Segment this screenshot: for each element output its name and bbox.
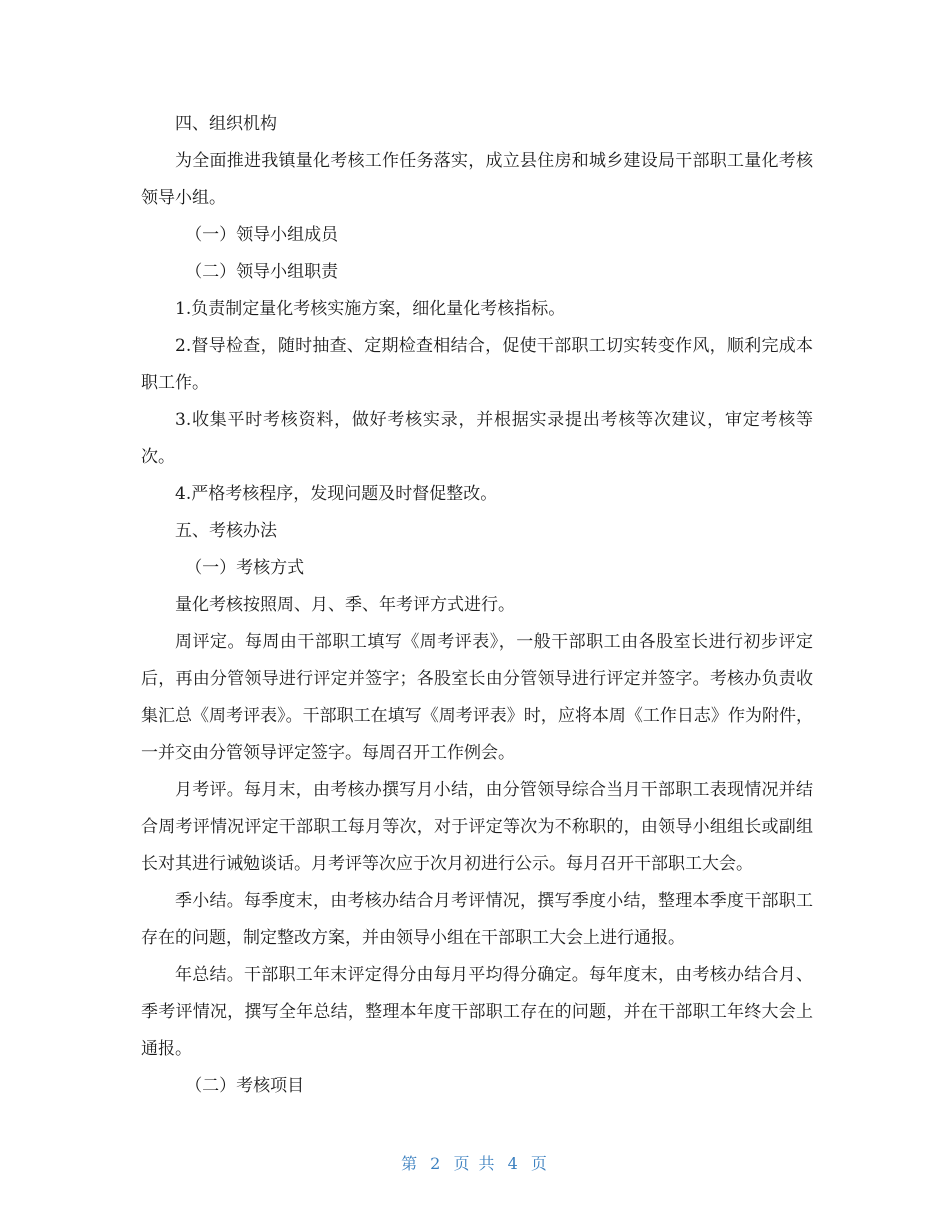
page-footer (0, 1151, 950, 1174)
document-body (141, 106, 813, 1105)
footer-total-pages: 4 (507, 1154, 520, 1173)
section-heading-methods: 五、考核办法 (175, 521, 277, 541)
subheading-assessment-mode: （一）考核方式 (185, 558, 305, 578)
list-item-duty-3: 3.收集平时考核资料，做好考核实录，并根据实录提出考核等次建议，审定考核等次。 (141, 410, 813, 467)
paragraph-quarterly: 季小结。每季度末，由考核办结合月考评情况，撰写季度小结，整理本季度干部职工存在的问题，制定整改方案，并由领导小组在干部职工大会上进行通报。 (141, 891, 813, 948)
list-item-duty-2: 2.督导检查，随时抽查、定期检查相结合，促使干部职工切实转变作风，顺利完成本职工作。 (141, 336, 813, 393)
footer-middle: 页 共 (453, 1154, 497, 1173)
subheading-duties: （二）领导小组职责 (185, 262, 339, 282)
paragraph-intro: 为全面推进我镇量化考核工作任务落实，成立县住房和城乡建设局干部职工量化考核领导小组。 (141, 151, 813, 208)
footer-suffix: 页 (530, 1154, 549, 1173)
paragraph-mode-summary: 量化考核按照周、月、季、年考评方式进行。 (175, 595, 515, 615)
subheading-members: （一）领导小组成员 (185, 225, 339, 245)
paragraph-weekly: 周评定。每周由干部职工填写《周考评表》，一般干部职工由各股室长进行初步评定后，再由分管领导进行评定并签字；各股室长由分管领导进行评定并签字。考核办负责收集汇总《周考评表》。干部职工在填写《周考评表》时，应将本周《工作日志》作为附件，一并交由分管领导评定签字。每周召开工作例会。 (141, 632, 813, 763)
paragraph-yearly: 年总结。干部职工年末评定得分由每月平均得分确定。每年度末，由考核办结合月、季考评情况，撰写全年总结，整理本年度干部职工存在的问题，并在干部职工年终大会上通报。 (141, 965, 813, 1059)
footer-current-page: 2 (430, 1154, 443, 1173)
list-item-duty-4: 4.严格考核程序，发现问题及时督促整改。 (175, 484, 498, 504)
paragraph-monthly: 月考评。每月末，由考核办撰写月小结，由分管领导综合当月干部职工表现情况并结合周考评情况评定干部职工每月等次，对于评定等次为不称职的，由领导小组组长或副组长对其进行诫勉谈话。月考评等次应于次月初进行公示。每月召开干部职工大会。 (141, 780, 813, 874)
footer-prefix: 第 (401, 1154, 420, 1173)
section-heading-organization: 四、组织机构 (175, 114, 277, 134)
subheading-assessment-items: （二）考核项目 (185, 1076, 305, 1096)
list-item-duty-1: 1.负责制定量化考核实施方案，细化量化考核指标。 (175, 299, 566, 319)
